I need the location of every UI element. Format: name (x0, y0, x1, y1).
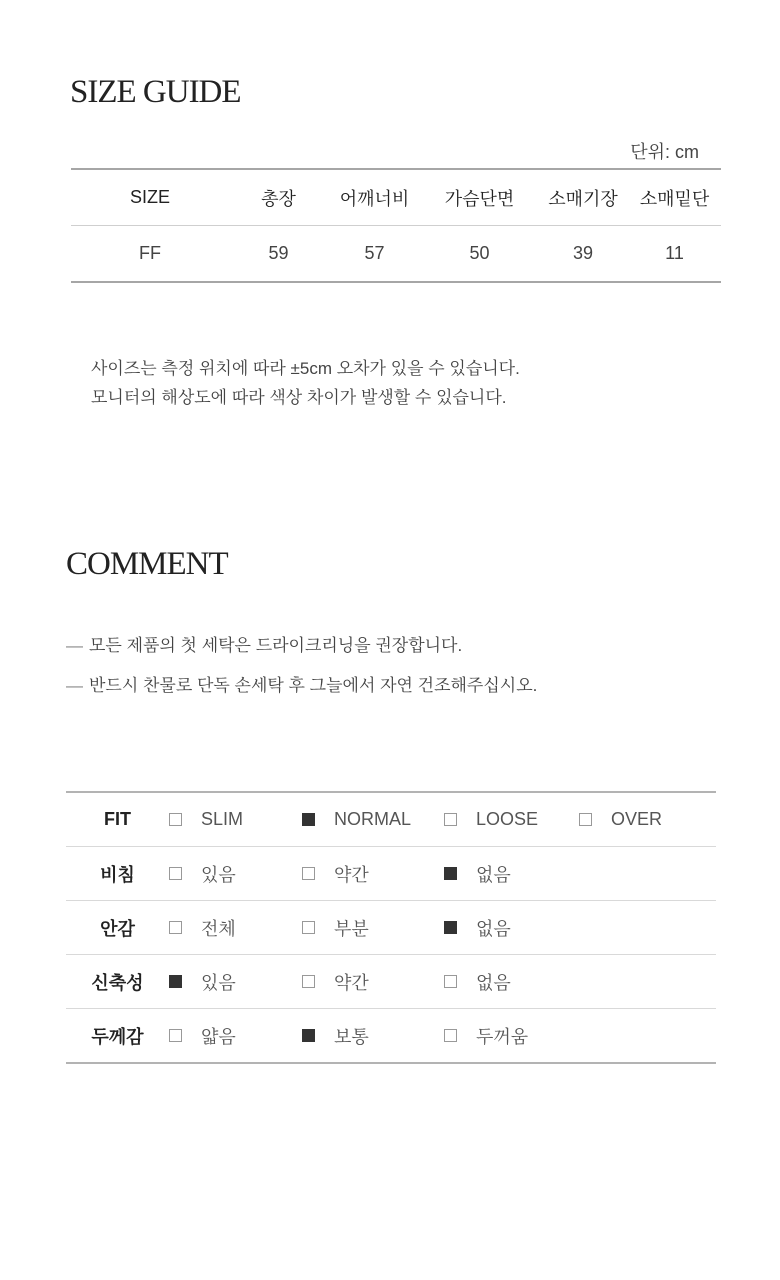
fit-option (169, 969, 236, 995)
fit-row-label: 비침 (100, 864, 135, 885)
fit-option-cell (444, 792, 579, 847)
size-row (71, 226, 721, 283)
shoulder-width-cell: 57 (364, 243, 385, 263)
unit-label: 단위: cm (630, 142, 699, 162)
comment-item (66, 634, 537, 658)
fit-option (169, 915, 236, 941)
chest-cell: 50 (469, 243, 490, 263)
fit-option-cell (169, 955, 302, 1009)
size-cell: FF (139, 243, 161, 263)
unchecked-box-icon (169, 813, 182, 826)
fit-option-cell (579, 792, 716, 847)
col-header-sleeve-hem: 소매밑단 (639, 188, 710, 209)
fit-option-cell (444, 955, 579, 1009)
size-header-row (71, 169, 721, 226)
comment-item (66, 674, 537, 698)
fit-option-cell (302, 847, 444, 901)
unchecked-box-icon (579, 813, 592, 826)
empty-cell (579, 901, 716, 955)
comment-list (66, 634, 537, 714)
unchecked-box-icon (444, 1029, 457, 1042)
unchecked-box-icon (444, 813, 457, 826)
unchecked-box-icon (444, 975, 457, 988)
empty-cell (579, 955, 716, 1009)
fit-option (302, 969, 369, 995)
fit-option (302, 861, 369, 887)
fit-option-cell (302, 955, 444, 1009)
fit-option-cell (302, 901, 444, 955)
sleeve-length-cell: 39 (572, 243, 594, 263)
note-monitor-color: 모니터의 해상도에 따라 색상 차이가 발생할 수 있습니다. (91, 388, 507, 407)
unchecked-box-icon (302, 921, 315, 934)
fit-option (444, 915, 511, 941)
unchecked-box-icon (302, 867, 315, 880)
unchecked-box-icon (169, 1029, 182, 1042)
fit-option-cell (302, 792, 444, 847)
fit-option-label: 있음 (201, 864, 236, 885)
fit-option-label: OVER (611, 808, 663, 829)
fit-row-sheerness (66, 847, 716, 901)
fit-option-label: 있음 (201, 972, 236, 993)
size-notes (91, 354, 520, 412)
fit-row-fit (66, 792, 716, 847)
fit-option (169, 809, 243, 830)
size-guide-title: SIZE GUIDE (70, 74, 241, 110)
fit-option-label: 부분 (334, 918, 369, 939)
col-header-sleeve-length: 소매기장 (548, 188, 618, 209)
fit-option-cell (444, 1009, 579, 1064)
total-length-cell: 59 (268, 243, 289, 263)
size-table (71, 168, 721, 283)
empty-cell (579, 847, 716, 901)
fit-row-lining (66, 901, 716, 955)
fit-option-label: 없음 (476, 918, 511, 939)
fit-row-label: 두께감 (91, 1026, 144, 1047)
fit-option (302, 915, 369, 941)
col-header-size: SIZE (129, 187, 170, 207)
fit-option (444, 1023, 528, 1049)
comment-text: 반드시 찬물로 단독 손세탁 후 그늘에서 자연 건조해주십시오. (89, 676, 538, 695)
sleeve-hem-cell: 11 (665, 243, 684, 263)
fit-option (579, 809, 662, 830)
dash-icon: — (66, 676, 83, 695)
fit-option-label: 없음 (476, 864, 511, 885)
fit-row-label: FIT (104, 809, 131, 829)
fit-option-label: 두꺼움 (476, 1026, 529, 1047)
fit-option (302, 1023, 369, 1049)
checked-box-icon (169, 975, 182, 988)
fit-option (444, 809, 538, 830)
fit-row-thickness (66, 1009, 716, 1064)
fit-option-cell (444, 847, 579, 901)
unchecked-box-icon (169, 867, 182, 880)
fit-option-label: 보통 (334, 1026, 369, 1047)
checked-box-icon (302, 1029, 315, 1042)
fit-option (302, 809, 411, 830)
comment-text: 모든 제품의 첫 세탁은 드라이크리닝을 권장합니다. (89, 636, 463, 655)
unchecked-box-icon (302, 975, 315, 988)
checked-box-icon (444, 867, 457, 880)
fit-option-cell (169, 1009, 302, 1064)
dash-icon: — (66, 636, 83, 655)
fit-option-cell (169, 847, 302, 901)
fit-row-label: 신축성 (91, 972, 144, 993)
fit-option-label: NORMAL (334, 808, 412, 829)
note-tolerance: 사이즈는 측정 위치에 따라 ±5cm 오차가 있을 수 있습니다. (91, 359, 520, 378)
fit-option-label: 전체 (201, 918, 236, 939)
checked-box-icon (444, 921, 457, 934)
fit-table (66, 791, 716, 1064)
empty-cell (579, 1009, 716, 1064)
checked-box-icon (302, 813, 315, 826)
fit-option-cell (444, 901, 579, 955)
fit-option-cell (169, 792, 302, 847)
fit-option-label: 약간 (334, 972, 369, 993)
fit-option (169, 861, 236, 887)
fit-option-label: 얇음 (201, 1026, 236, 1047)
fit-row-label: 안감 (100, 918, 135, 939)
unchecked-box-icon (169, 921, 182, 934)
col-header-total-length: 총장 (261, 188, 296, 209)
col-header-chest: 가슴단면 (444, 188, 515, 209)
fit-option-label: 약간 (334, 864, 369, 885)
fit-option (169, 1023, 236, 1049)
fit-option (444, 861, 511, 887)
fit-row-stretch (66, 955, 716, 1009)
fit-option-label: SLIM (201, 808, 244, 829)
fit-option-label: LOOSE (476, 808, 539, 829)
comment-title: COMMENT (66, 546, 228, 582)
fit-option (444, 969, 511, 995)
fit-option-cell (169, 901, 302, 955)
fit-option-cell (302, 1009, 444, 1064)
col-header-shoulder-width: 어깨너비 (339, 188, 410, 209)
fit-option-label: 없음 (476, 972, 511, 993)
